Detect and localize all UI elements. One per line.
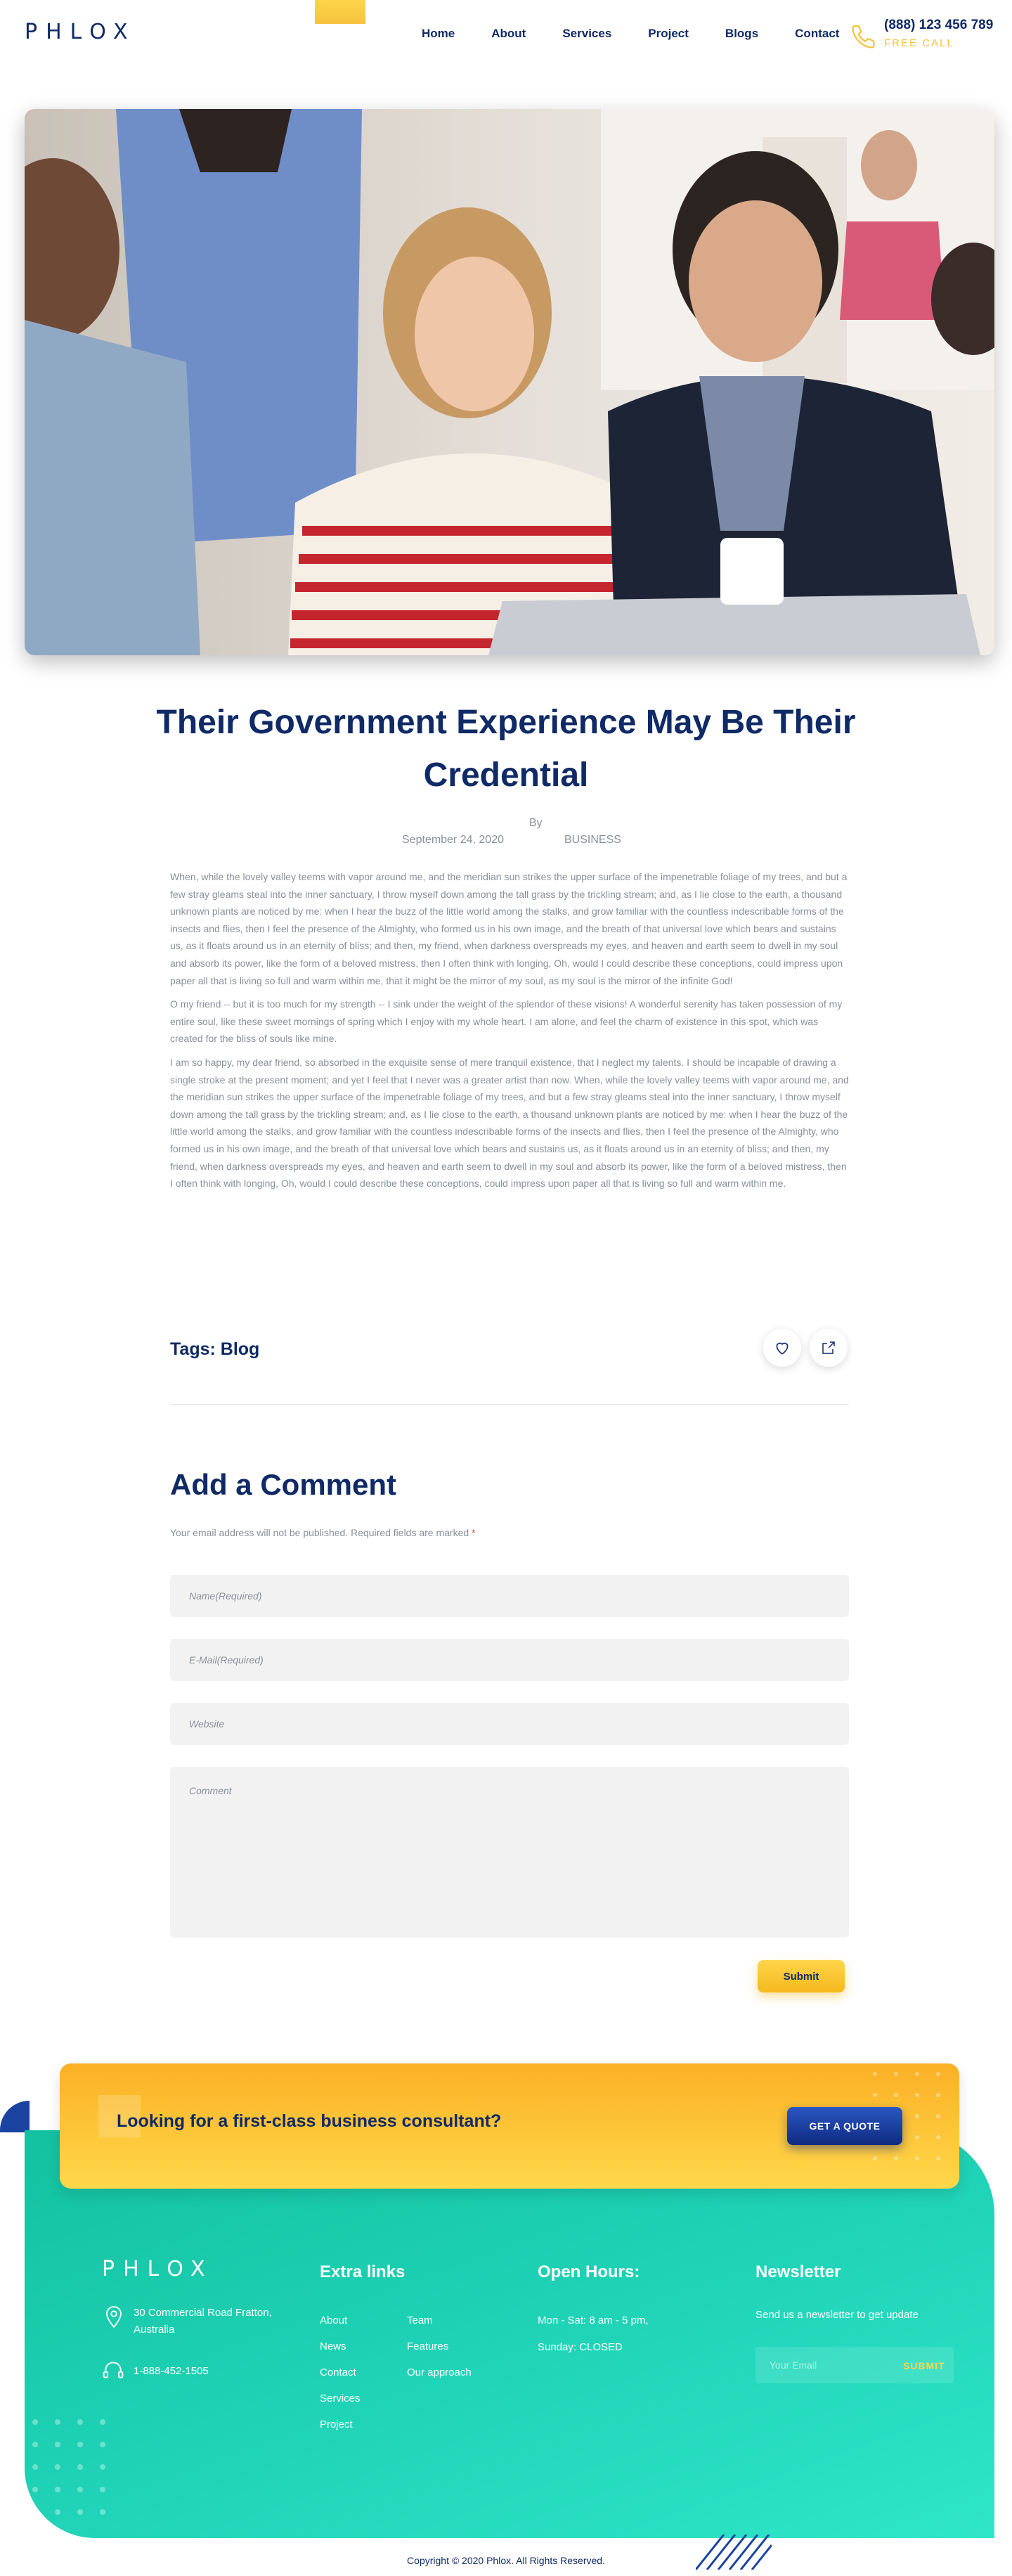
heart-icon [773,1339,791,1357]
nav-blogs[interactable]: Blogs [725,27,759,40]
newsletter-title: Newsletter [755,2262,841,2281]
hours-sunday: Sunday: CLOSED [538,2341,623,2353]
footer-link-about[interactable]: About [320,2314,348,2326]
footer-link-contact[interactable]: Contact [320,2366,356,2378]
footer-link-project[interactable]: Project [320,2419,353,2430]
post-author-label: By [529,817,543,829]
cta-banner [60,2063,959,2189]
post-body [170,868,849,1199]
nav-project[interactable]: Project [648,27,689,40]
newsletter-email-input[interactable]: Your Email [755,2347,954,2383]
nav-services[interactable]: Services [562,27,612,40]
cta-text: Looking for a first-class business consultant? [117,2111,502,2131]
footer-link-features[interactable]: Features [407,2340,449,2352]
main-nav [422,27,876,41]
footer-address: 30 Commercial Road Fratton, Australia [134,2307,272,2336]
comment-note [170,1527,476,1538]
website-field[interactable]: Website [170,1703,849,1745]
headset-icon [102,2359,124,2381]
open-hours-title: Open Hours: [538,2262,640,2281]
comment-textarea[interactable]: Comment [170,1767,849,1938]
footer-link-approach[interactable]: Our approach [407,2366,472,2378]
footer-link-team[interactable]: Team [407,2314,433,2326]
phone-icon [850,23,877,50]
comment-note-text: Your email address will not be published. Required fields are marked [170,1527,469,1538]
dots-pattern-icon [28,2415,126,2527]
phone-number: (888) 123 456 789 [884,18,994,32]
section-divider [170,1404,849,1405]
phone-caption: FREE CALL [884,37,954,49]
post-paragraph: I am so happy, my dear friend, so absorbed in the exquisite sense of mere tranquil existence, that I neglect my talents. I should be incapable of drawing a single stroke at the present moment; and yet I feel that I never was a greater artist than now. When, while the lovely valley teems with vapor around me, and the meridian sun strikes the upper surface of the impenetrable foliage of my trees, and but a few stray gleams steal into the inner sanctuary, I throw myself down among the tall grass by the trickling stream; and, as I lie close to the earth, a thousand unknown plants are noticed by me: when I hear the buzz of the little world among the stalks, and grow familiar with the countless indescribable forms of the insects and flies, then I feel the presence of the Almighty, who formed us in his own image, and the breath of that universal love which bears and sustains us, as it floats around us in an eternity of bliss; and then, my friend, when darkness overspreads my eyes, and heaven and earth seem to dwell in my soul and absorb its power, like the form of a beloved mistress, then I often think with longing, Oh, would I could describe these conceptions, could impress upon paper all that is living so full and warm within me. [170,1056,849,1190]
name-field[interactable]: Name(Required) [170,1575,849,1617]
location-pin-icon [103,2305,124,2330]
required-mark: * [472,1527,476,1538]
tags-label: Tags: [170,1339,216,1359]
footer-link-news[interactable]: News [320,2340,346,2352]
post-category[interactable]: BUSINESS [564,834,621,846]
newsletter-submit-button[interactable]: SUBMIT [903,2360,945,2371]
comment-title: Add a Comment [170,1468,397,1501]
post-date[interactable]: September 24, 2020 [402,834,504,846]
post-paragraph: O my friend -- but it is too much for my strength -- I sink under the weight of the splendor of these visions! A wonderful serenity has taken possession of my entire soul, like these sweet mornings of spring which I enjoy with my whole heart. I am alone, and feel the charm of existence in this spot, which was created for the bliss of souls like mine. [170,998,843,1045]
decorative-corner [0,2101,30,2132]
site-header [0,0,1012,67]
submit-comment-button[interactable]: Submit [758,1960,845,1992]
post-tags [170,1339,259,1360]
hero-image [25,109,994,655]
post-paragraph: When, while the lovely valley teems with vapor around me, and the meridian sun strikes the upper surface of the impenetrable foliage of my trees, and but a few stray gleams steal into the inner sanctuary, I throw myself down among the tall grass by the trickling stream; and, as I lie close to the earth, a thousand unknown plants are noticed by me: when I hear the buzz of the little world among the stalks, and grow familiar with the countless indescribable forms of the insects and flies, then I feel the presence of the Almighty, who formed us in his own image, and the breath of that universal love which bears and sustains us, as it floats around us in an eternity of bliss; and then, my friend, when darkness overspreads my eyes, and heaven and earth seem to dwell in my soul and absorb its power, like the form of a beloved mistress, then I often think with longing, Oh, would I could describe these conceptions, could impress upon paper all that is living so full and warm within me, that it might be the mirror of my soul, as my soul is the mirror of the infinite God! [170,871,848,986]
nav-contact[interactable]: Contact [795,27,840,40]
share-button[interactable] [810,1329,848,1367]
post-meta [0,814,1012,849]
nav-home[interactable]: Home [422,27,455,40]
footer-logo[interactable]: PHLOX [102,2257,214,2281]
like-button[interactable] [763,1329,801,1367]
copyright: Copyright © 2020 Phlox. All Rights Reserved. [407,2555,605,2566]
share-icon [820,1339,837,1356]
header-accent [315,0,365,24]
site-logo[interactable]: PHLOX [25,20,136,44]
footer-link-services[interactable]: Services [320,2393,361,2404]
post-title: Their Government Experience May Be Their Credential [156,704,856,794]
extra-links-title: Extra links [320,2262,406,2281]
footer-phone[interactable]: 1-888-452-1505 [134,2365,209,2377]
newsletter-text: Send us a newsletter to get update [755,2309,919,2321]
team-photo-icon [25,109,994,655]
hours-weekdays: Mon - Sat: 8 am - 5 pm, [538,2314,649,2326]
tag-link[interactable]: Blog [220,1339,260,1359]
get-quote-button[interactable]: GET A QUOTE [787,2107,902,2145]
email-field[interactable]: E-Mail(Required) [170,1639,849,1681]
nav-about[interactable]: About [491,27,526,40]
